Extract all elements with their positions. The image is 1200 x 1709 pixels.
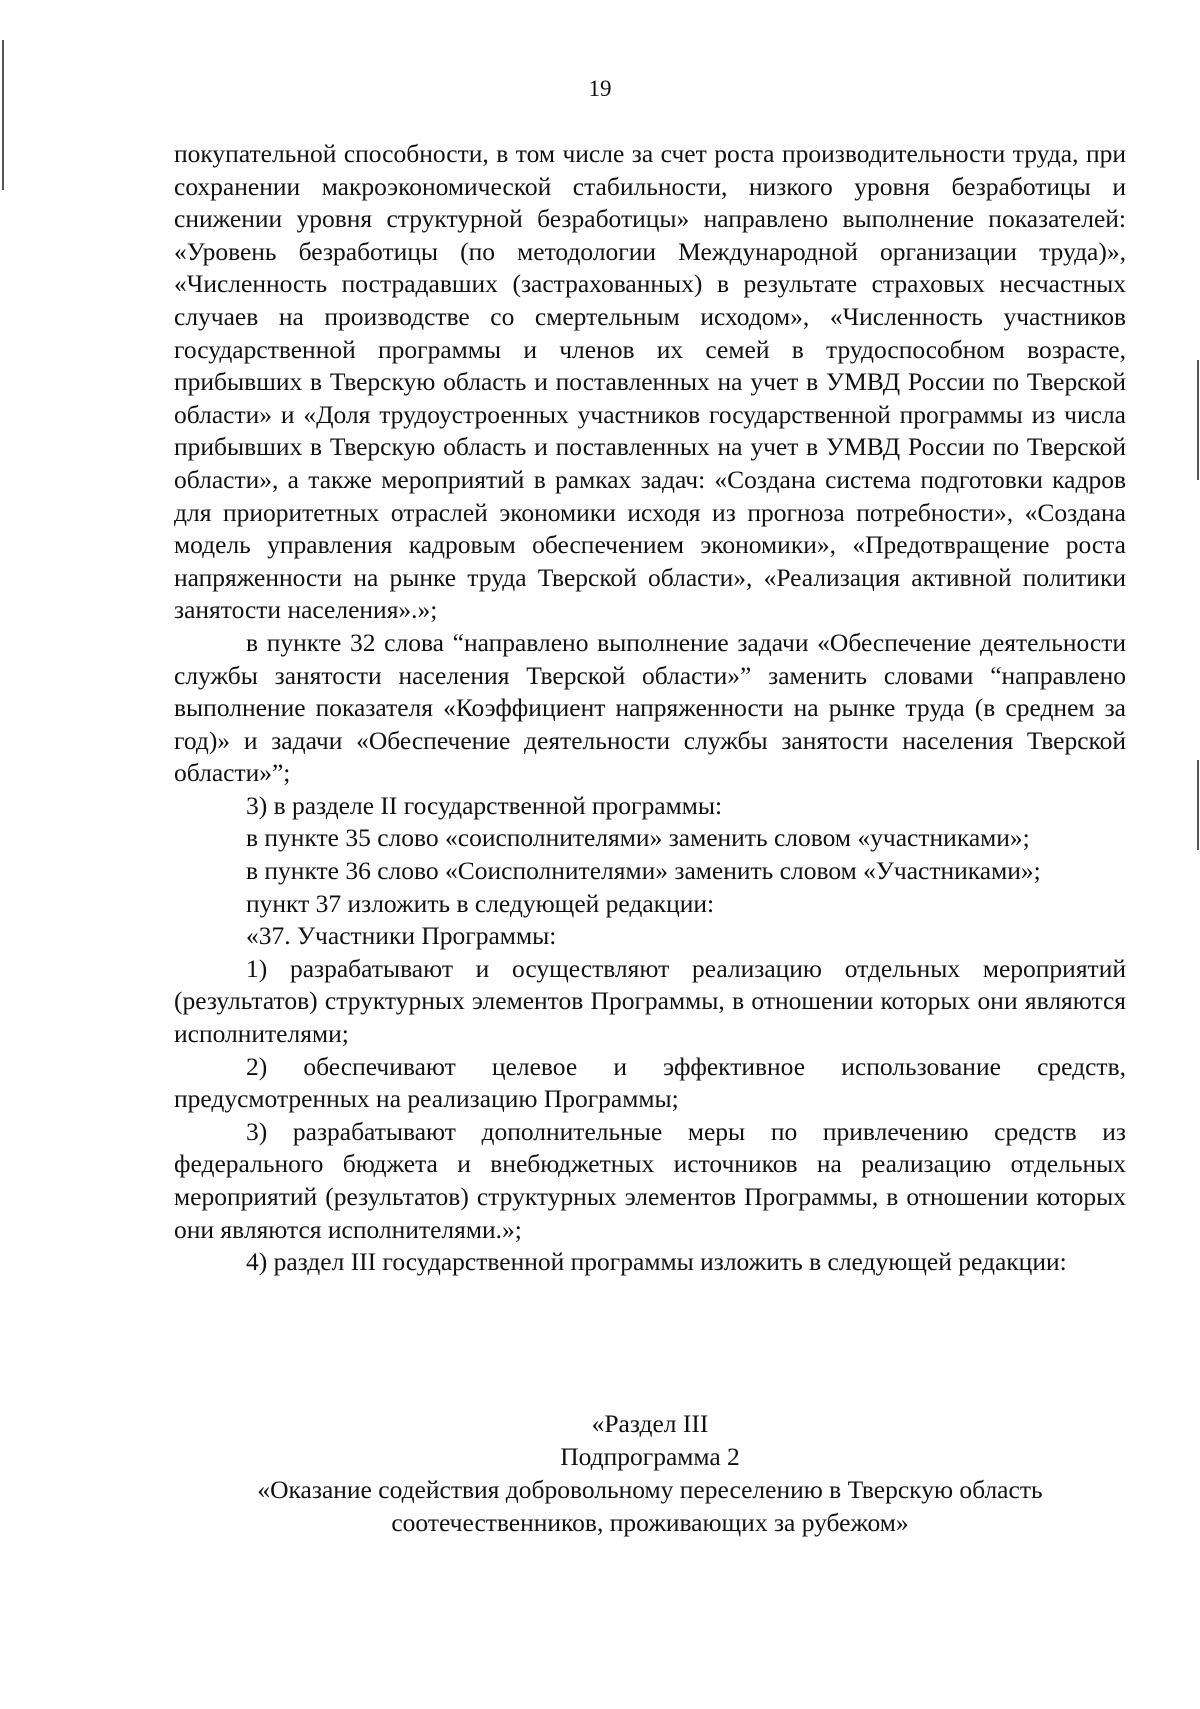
paragraph-10: 3) разрабатывают дополнительные меры по привлечению средств из федерального бюджета и внебюджетных источников на реализацию отдельных мероприятий (результатов) структурных элементов Программы, в отношении которых они являются исполнителями.»; bbox=[174, 1116, 1126, 1244]
paragraph-6: пункт 37 изложить в следующей редакции: bbox=[246, 888, 715, 918]
paragraph-1: покупательной способности, в том числе за счет роста производительности труда, при сохранении макроэкономической стабильности, низкого уровня безработицы и снижении уровня структурной безработицы» направлено выполнение показателей: «Уровень безработицы (по методологии Международной организации труда)», «Численность пострадавших (застрахованных) в результате страховых несчастных случаев на производстве со смертельным исходом», «Численность участников государственной программы и членов их семей в трудоспособном возрасте, прибывших в Тверскую область и поставленных на учет в УМВД России по Тверской области» и «Доля трудоустроенных участников государственной программы из числа прибывших в Тверскую область и поставленных на учет в УМВД России по Тверской области», а также мероприятий в рамках задач: «Создана система подготовки кадров для приоритетных отраслей экономики исходя из прогноза потребности», «Создана модель управления кадровым обеспечением экономики», «Предотвращение роста напряженности на рынке труда Тверской области», «Реализация активной политики занятости населения».»; bbox=[174, 139, 1126, 625]
heading-subprogram-name-line2: соотечественников, проживающих за рубежом» bbox=[391, 1508, 909, 1537]
paragraph-4: в пункте 35 слово «соисполнителями» заменить словом «участниками»; bbox=[246, 823, 1030, 853]
paragraph-8: 1) разрабатывают и осуществляют реализацию отдельных мероприятий (результатов) структурных элементов Программы, в отношении которых они являются исполнителями; bbox=[174, 953, 1126, 1049]
paragraph-5: в пункте 36 слово «Соисполнителями» заменить словом «Участниками»; bbox=[246, 856, 1041, 886]
paragraph-9: 2) обеспечивают целевое и эффективное использование средств, предусмотренных на реализацию Программы; bbox=[174, 1051, 1126, 1114]
page-number: 19 bbox=[588, 76, 612, 101]
scan-edge-right bbox=[1197, 360, 1199, 480]
heading-section-title: «Раздел III bbox=[591, 1409, 709, 1438]
section-heading bbox=[174, 1407, 1126, 1539]
heading-subprogram: Подпрограмма 2 bbox=[560, 1442, 740, 1471]
scan-edge-left bbox=[2, 40, 4, 190]
scan-edge-right-lower bbox=[1197, 760, 1199, 850]
paragraph-2: в пункте 32 слова “направлено выполнение задачи «Обеспечение деятельности службы занятости населения Тверской области»” заменить словами “направлено выполнение показателя «Коэффициент напряженности на рынке труда (в среднем за год)» и задачи «Обеспечение деятельности службы занятости населения Тверской области»”; bbox=[174, 627, 1126, 788]
heading-subprogram-name-line1: «Оказание содействия добровольному переселению в Тверскую область bbox=[257, 1475, 1043, 1504]
paragraph-11: 4) раздел III государственной программы изложить в следующей редакции: bbox=[246, 1247, 1067, 1277]
paragraph-7: «37. Участники Программы: bbox=[246, 921, 557, 951]
paragraph-3: 3) в разделе II государственной программы: bbox=[246, 790, 723, 820]
body-text bbox=[174, 138, 1126, 1279]
